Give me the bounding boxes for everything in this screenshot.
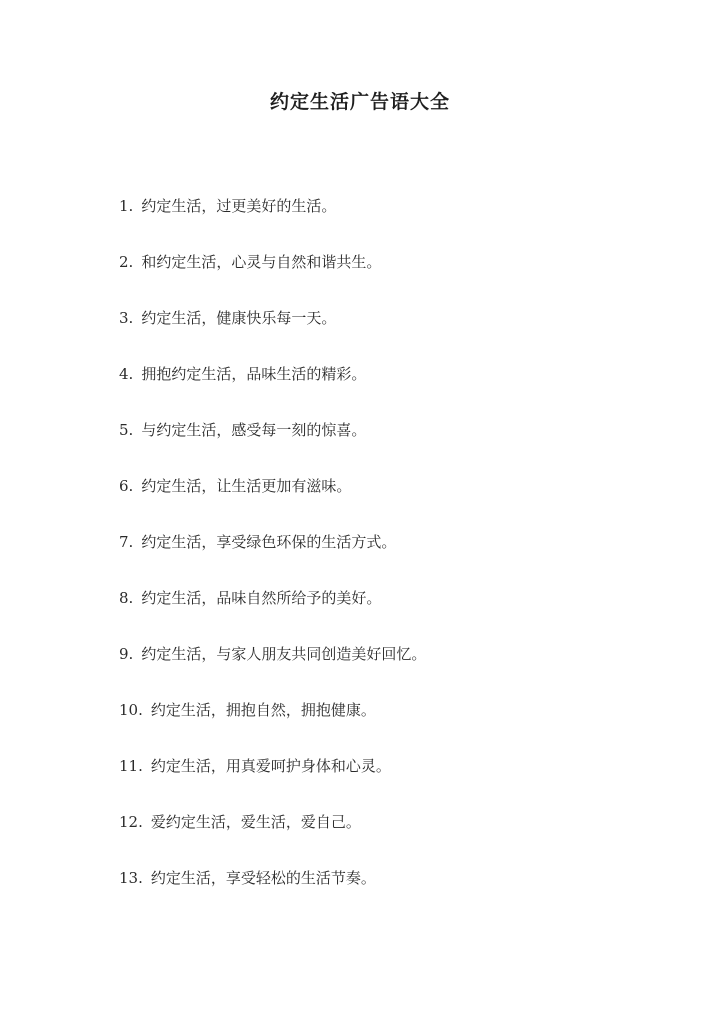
list-item [119,642,679,698]
list-item [119,866,679,922]
list-item [119,698,679,754]
list-item [119,250,679,306]
item-text: 约定生活，与家人朋友共同创造美好回忆。 [141,645,427,663]
list-item [119,306,679,362]
list-item [119,362,679,418]
item-text: 约定生活，拥抱自然，拥抱健康。 [150,701,376,719]
item-number: 2. [119,253,134,271]
item-text: 和约定生活，心灵与自然和谐共生。 [141,253,382,271]
list-item [119,418,679,474]
item-number: 13. [119,869,143,887]
item-number: 8. [119,589,134,607]
list-item [119,586,679,642]
item-text: 与约定生活，感受每一刻的惊喜。 [141,421,367,439]
item-number: 1. [119,197,134,215]
page-title: 约定生活广告语大全 [269,91,450,113]
item-text: 拥抱约定生活，品味生活的精彩。 [141,365,367,383]
list-item [119,474,679,530]
item-number: 10. [119,701,143,719]
item-text: 约定生活，过更美好的生活。 [141,197,337,215]
item-number: 11. [119,757,143,775]
list-item [119,810,679,866]
list-item [119,754,679,810]
item-number: 9. [119,645,134,663]
item-text: 约定生活，用真爱呵护身体和心灵。 [150,757,391,775]
item-text: 爱约定生活，爱生活，爱自己。 [150,813,361,831]
item-text: 约定生活，享受绿色环保的生活方式。 [141,533,397,551]
list-item [119,530,679,586]
slogan-list [119,194,679,922]
item-number: 4. [119,365,134,383]
item-number: 3. [119,309,134,327]
item-number: 7. [119,533,134,551]
item-text: 约定生活，享受轻松的生活节奏。 [150,869,376,887]
item-number: 12. [119,813,143,831]
item-number: 6. [119,477,134,495]
item-text: 约定生活，品味自然所给予的美好。 [141,589,382,607]
list-item [119,194,679,250]
item-number: 5. [119,421,134,439]
item-text: 约定生活，健康快乐每一天。 [141,309,337,327]
item-text: 约定生活，让生活更加有滋味。 [141,477,352,495]
